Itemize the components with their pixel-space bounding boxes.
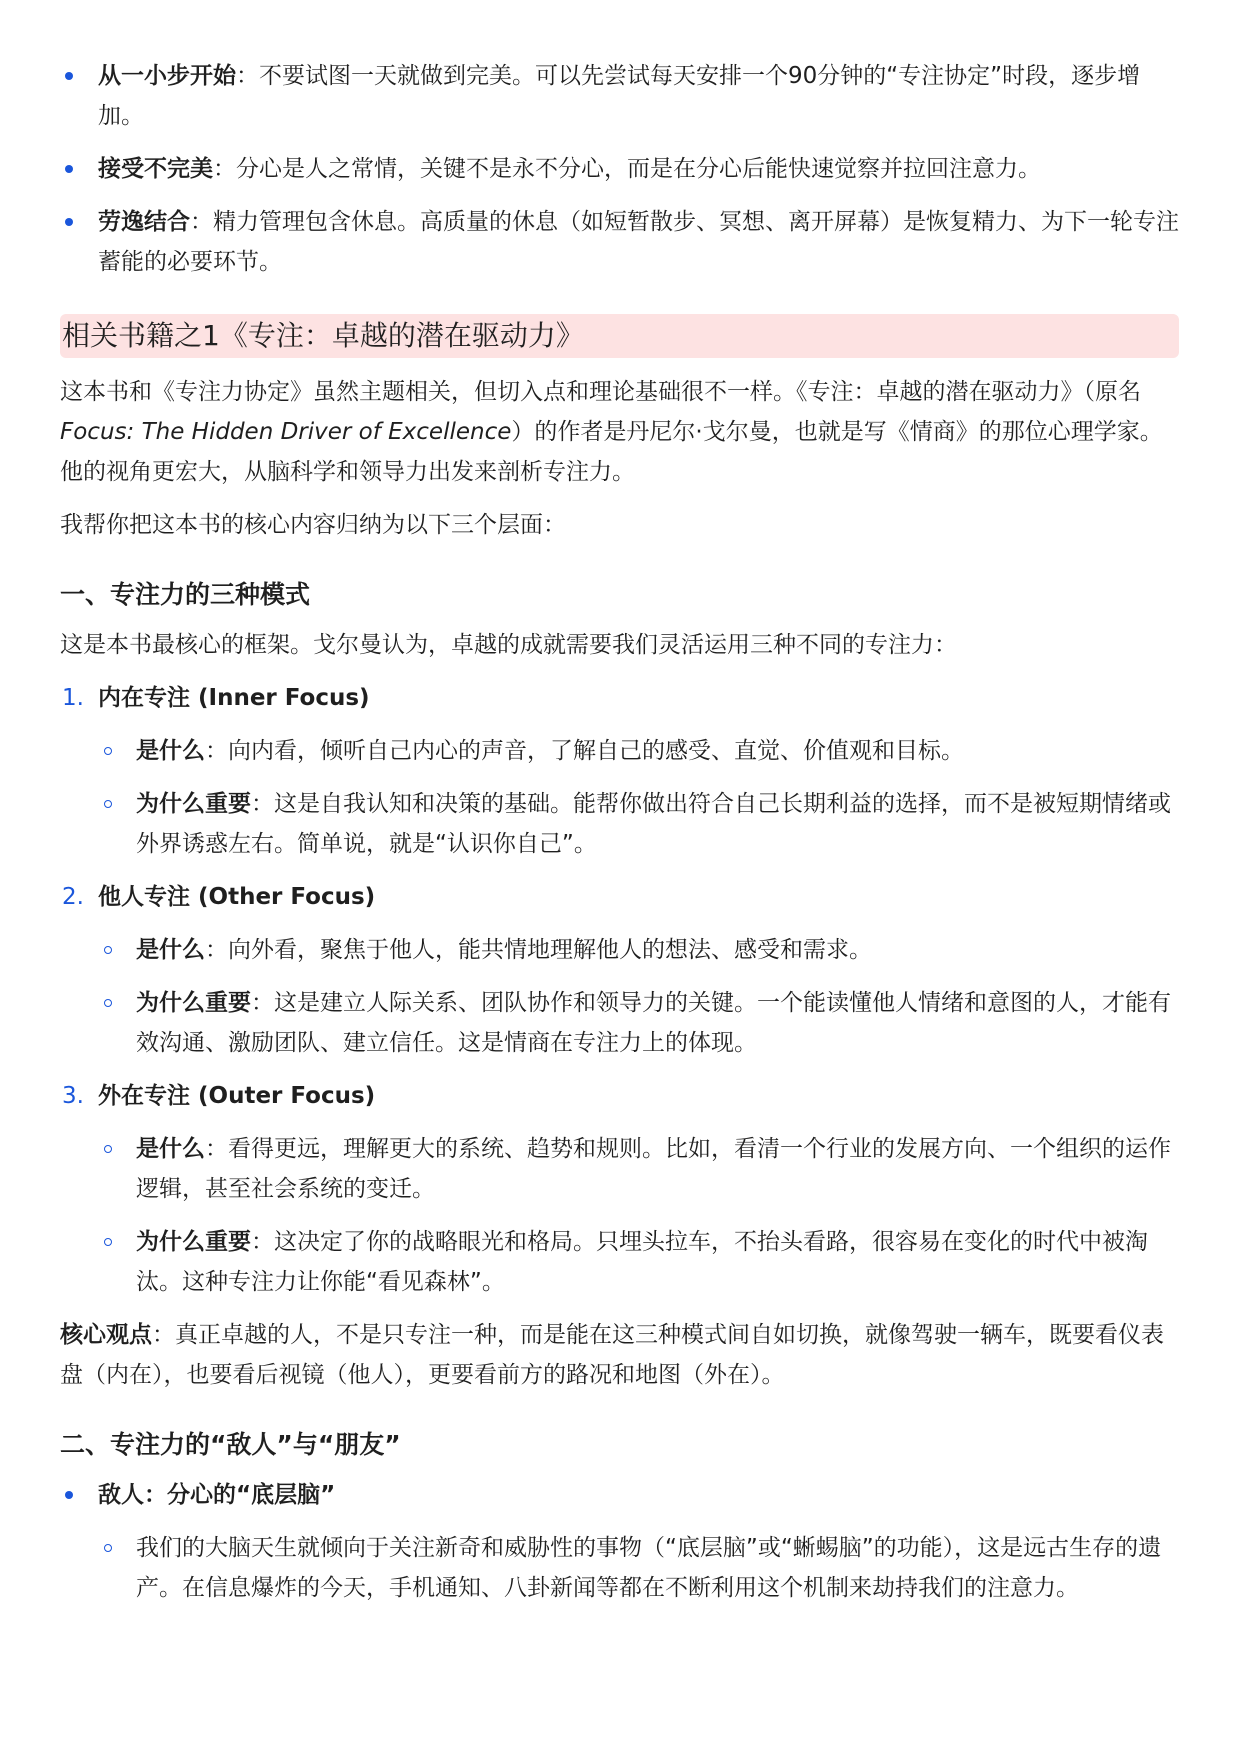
section2-title: 二、专注力的“敌人”与“朋友” [60,1430,401,1459]
item-label: 接受不完美 [98,156,213,182]
sub-list-item [60,731,1179,771]
summary-lead: 我帮你把这本书的核心内容归纳为以下三个层面： [60,512,566,538]
item-text: ：精力管理包含休息。高质量的休息（如短暂散步、冥想、离开屏幕）是恢复精力、为下一轮专注蓄能的必要环节。 [98,209,1179,275]
english-title: Focus: The Hidden Driver of Excellence [60,419,512,445]
point-text: ：这是建立人际关系、团队协作和领导力的关键。一个能读懂他人情绪和意图的人，才能有效沟通、激励团队、建立信任。这是情商在专注力上的体现。 [136,990,1171,1056]
core-view-paragraph [60,1315,1179,1395]
bullet-ring-icon [104,1238,112,1246]
item-label: 劳逸结合 [98,209,190,235]
enemy-text: 我们的大脑天生就倾向于关注新奇和威胁性的事物（“底层脑”或“蜥蜴脑”的功能），这是远古生存的遗产。在信息爆炸的今天，手机通知、八卦新闻等都在不断利用这个机制来劫持我们的注意力。 [136,1535,1162,1601]
sub-list-item [60,1222,1179,1302]
point-label: 为什么重要 [136,1229,251,1255]
item-number: 2. [62,884,84,910]
list-item [60,1475,1179,1608]
focus-mode-item [60,678,1179,864]
point-text: ：向外看，聚焦于他人，能共情地理解他人的想法、感受和需求。 [205,937,872,963]
point-label: 是什么 [136,738,205,764]
point-label: 是什么 [136,937,205,963]
section1-title: 一、专注力的三种模式 [60,580,311,609]
item-text: ：不要试图一天就做到完美。可以先尝试每天安排一个90分钟的“专注协定”时段，逐步增加。 [98,63,1141,129]
sub-list-item [60,930,1179,970]
item-number: 1. [62,685,84,711]
list-item [60,149,1179,189]
bullet-ring-icon [104,1145,112,1153]
mode-title: 他人专注 (Other Focus) [98,884,376,910]
point-text: ：向内看，倾听自己内心的声音，了解自己的感受、直觉、价值观和目标。 [205,738,964,764]
item-number: 3. [62,1083,84,1109]
focus-modes-list [60,678,1179,1302]
intro-bullet-list [60,56,1179,282]
sub-list-item [60,983,1179,1063]
bullet-ring-icon [104,946,112,954]
list-item [60,202,1179,282]
book-intro-part2: ）的作者是丹尼尔·戈尔曼，也就是写《情商》的那位心理学家。他的视角更宏大，从脑科学和领导力出发来剖析专注力。 [60,419,1163,485]
bullet-dot-icon [65,165,73,173]
point-text: ：这决定了你的战略眼光和格局。只埋头拉车，不抬头看路，很容易在变化的时代中被淘汰。这种专注力让你能“看见森林”。 [136,1229,1148,1295]
focus-mode-item [60,877,1179,1063]
point-text: ：这是自我认知和决策的基础。能帮你做出符合自己长期利益的选择，而不是被短期情绪或外界诱惑左右。简单说，就是“认识你自己”。 [136,791,1171,857]
item-text: ：分心是人之常情，关键不是永不分心，而是在分心后能快速觉察并拉回注意力。 [213,156,1041,182]
bullet-dot-icon [65,218,73,226]
sub-list-item [60,1528,1179,1608]
sub-list-item [60,784,1179,864]
enemy-label: 敌人：分心的“底层脑” [98,1482,336,1508]
book-intro-part1: 这本书和《专注力协定》虽然主题相关，但切入点和理论基础很不一样。《专注：卓越的潜在驱动力》（原名 [60,379,1141,405]
mode-title: 外在专注 (Outer Focus) [98,1083,376,1109]
core-view-label: 核心观点 [60,1322,152,1348]
bullet-dot-icon [65,72,73,80]
sub-list-item [60,1129,1179,1209]
section2-bullet-list [60,1475,1179,1608]
bullet-ring-icon [104,999,112,1007]
mode-title: 内在专注 (Inner Focus) [98,685,370,711]
core-view-text: ：真正卓越的人，不是只专注一种，而是能在这三种模式间自如切换，就像驾驶一辆车，既要看仪表盘（内在），也要看后视镜（他人），更要看前方的路况和地图（外在）。 [60,1322,1164,1388]
point-label: 为什么重要 [136,990,251,1016]
bullet-ring-icon [104,1544,112,1552]
sub-list [98,731,1179,864]
bullet-dot-icon [65,1491,73,1499]
book-heading: 相关书籍之1《专注：卓越的潜在驱动力》 [60,314,1179,358]
sub-list [98,930,1179,1063]
focus-mode-item [60,1076,1179,1302]
point-text: ：看得更远，理解更大的系统、趋势和规则。比如，看清一个行业的发展方向、一个组织的运作逻辑，甚至社会系统的变迁。 [136,1136,1171,1202]
section1-lead: 这是本书最核心的框架。戈尔曼认为，卓越的成就需要我们灵活运用三种不同的专注力： [60,632,957,658]
sub-list [98,1129,1179,1302]
item-label: 从一小步开始 [98,63,236,89]
list-item [60,56,1179,136]
sub-list [98,1528,1179,1608]
bullet-ring-icon [104,800,112,808]
point-label: 是什么 [136,1136,205,1162]
book-intro-paragraph [60,372,1179,492]
bullet-ring-icon [104,747,112,755]
point-label: 为什么重要 [136,791,251,817]
